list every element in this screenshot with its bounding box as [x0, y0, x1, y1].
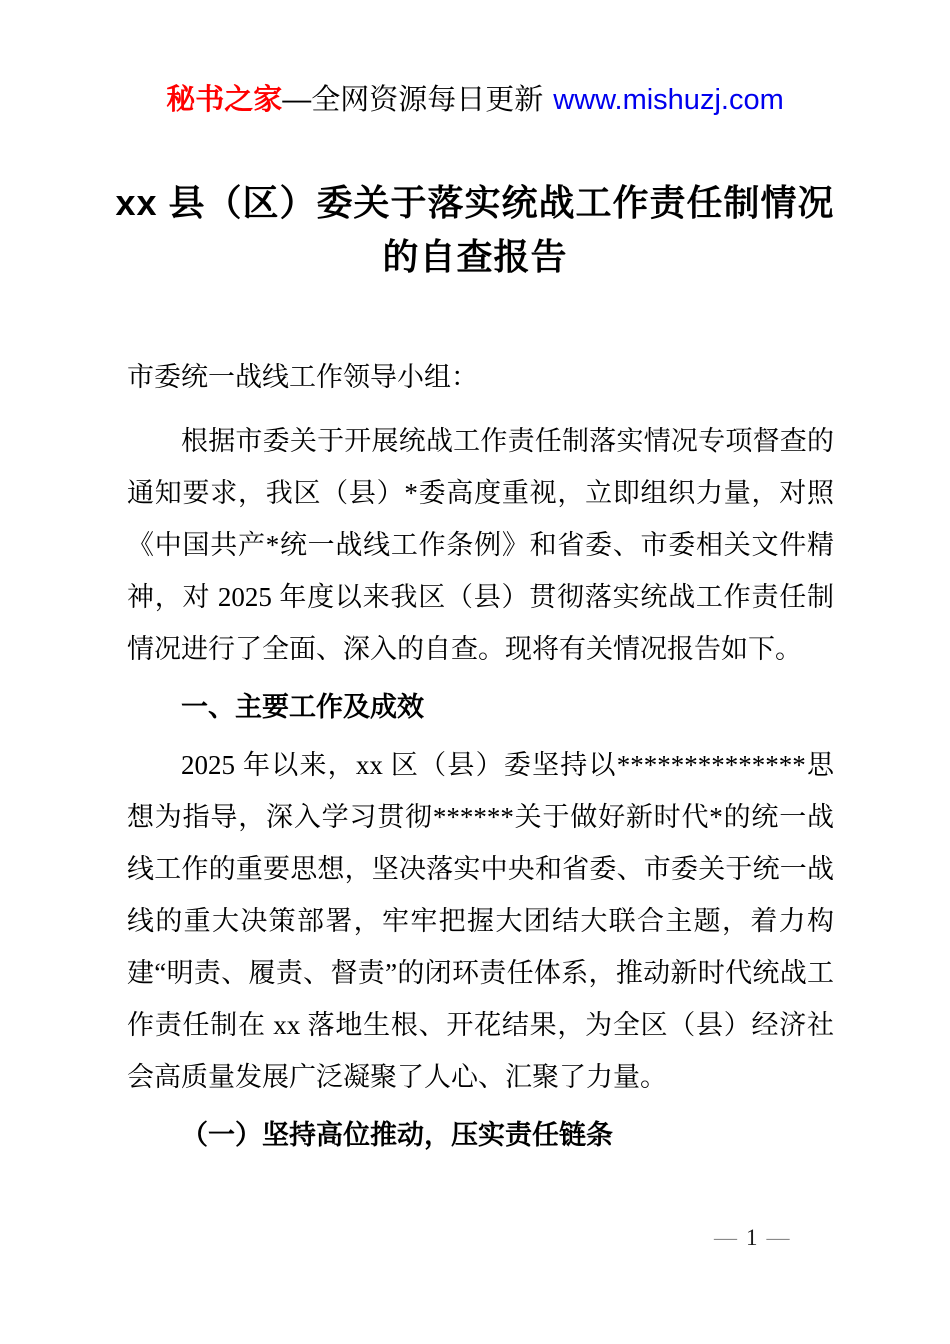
page-number-value: 1 [746, 1225, 758, 1250]
salutation: 市委统一战线工作领导小组： [127, 362, 478, 392]
page-number-dash-right: — [766, 1225, 790, 1250]
site-url-link[interactable]: www.mishuzj.com [553, 84, 784, 116]
page-number-dash-left: — [714, 1225, 737, 1250]
title-line-1: xx 县（区）委关于落实统战工作责任制情况 [115, 182, 835, 223]
site-header [0, 82, 950, 118]
paragraph-1: 根据市委关于开展统战工作责任制落实情况专项督查的通知要求，我区（县）*委高度重视，立即组织力量，对照《中国共产*统一战线工作条例》和省委、市委相关文件精神，对 2025 年度以来我区（县）贯彻落实统战工作责任制情况进行了全面、深入的自查。现将有关情况报告如下。 [127, 426, 834, 664]
document-title [75, 176, 875, 284]
page-number [714, 1222, 790, 1254]
title-line-2: 的自查报告 [382, 236, 568, 277]
section-heading: 一、主要工作及成效 [181, 692, 424, 722]
subsection-heading: （一）坚持高位推动，压实责任链条 [181, 1120, 613, 1150]
document-body [127, 351, 834, 1167]
site-tagline: —全网资源每日更新 [282, 84, 544, 116]
paragraph-2: 2025 年以来，xx 区（县）委坚持以**************思想为指导，深入学习贯彻******关于做好新时代*的统一战线工作的重要思想，坚决落实中央和省委、市委关于统一战线的重大决策部署，牢牢把握大团结大联合主题，着力构建“明责、履责、督责”的闭环责任体系，推动新时代统战工作责任制在 xx 落地生根、开花结果，为全区（县）经济社会高质量发展广泛凝聚了人心、汇聚了力量。 [127, 750, 834, 1092]
site-brand: 秘书之家 [166, 84, 283, 116]
